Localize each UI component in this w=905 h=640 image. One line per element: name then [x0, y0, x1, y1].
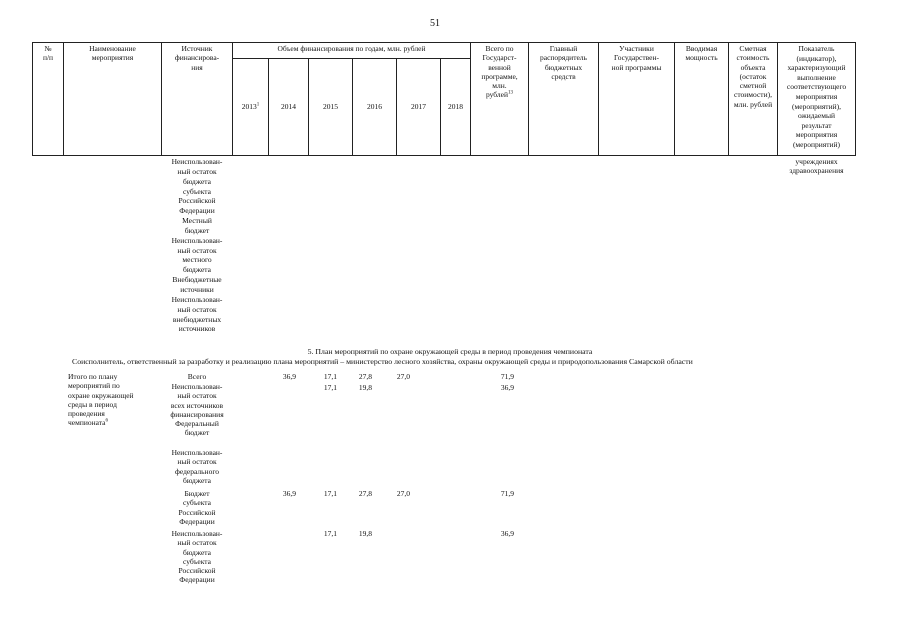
header-num: № п/п	[42, 44, 54, 63]
header-indicator: Показатель (индикатор), характеризующий выполнение соответствующего мероприятия (мероприятий), ожидаемый результат мероприятия (мероприятий)	[786, 44, 847, 149]
header-year-2014: 2014	[281, 102, 296, 111]
header-manager: Главный распорядитель бюджетных средств	[540, 44, 587, 81]
header-estimate: Сметная стоимость объекта (остаток сметной стоимости), млн. рублей	[733, 44, 773, 109]
bottom-row-0-source: Всего	[187, 372, 207, 381]
header-year-2015: 2015	[323, 102, 338, 111]
header-year-2018: 2018	[448, 102, 463, 111]
bottom-row-0-2017: 27,0	[396, 372, 410, 381]
bottom-row-0-total: 71,9	[500, 372, 514, 381]
bottom-row-4-2016: 27,8	[358, 489, 372, 498]
header-year-2017: 2017	[411, 102, 426, 111]
section-title: 5. План мероприятий по охране окружающей среды в период проведения чемпионата	[307, 347, 593, 356]
bottom-row-1-source: Неиспользован- ный остаток всех источников финансирования	[170, 382, 224, 419]
bottom-row-5-total: 36,9	[500, 529, 514, 538]
header-source: Источник финансирова- ния	[174, 44, 220, 72]
top-sources: Неиспользован- ный остаток бюджета субъекта Российской Федерации Местный бюджет Неиспользован- ный остаток местного бюджета Внебюджетные источники Неиспользован- ный остаток внебюджетных источников	[171, 157, 223, 334]
bottom-name-cell: Итого по плану мероприятий по охране окружающей среды в период проведения чемпионата$^6$	[68, 372, 134, 428]
bottom-row-1-2016: 19,8	[358, 383, 372, 392]
header-name: Наименование мероприятия	[89, 44, 136, 63]
bottom-row-4-2015: 17,1	[323, 489, 337, 498]
bottom-row-4-2014: 36,9	[282, 489, 296, 498]
bottom-row-5-2015: 17,1	[323, 529, 337, 538]
bottom-row-1-total: 36,9	[500, 383, 514, 392]
bottom-row-5-source: Неиспользован- ный остаток бюджета субъекта Российской Федерации	[171, 529, 223, 585]
bottom-row-0-2016: 27,8	[358, 372, 372, 381]
header-year-2013: 2013$^1$	[241, 102, 260, 111]
header-year-2016: 2016	[367, 102, 382, 111]
page-number: 51	[430, 18, 440, 29]
bottom-row-3-source: Неиспользован- ный остаток федерального бюджета	[171, 448, 223, 485]
bottom-row-4-2017: 27,0	[396, 489, 410, 498]
bottom-row-4-source: Бюджет субъекта Российской Федерации	[178, 489, 216, 526]
section-subtitle: Соисполнитель, ответственный за разработку и реализацию плана мероприятий – министерство лесного хозяйства, охраны окружающей среды и природопользования Самарской области	[72, 357, 693, 366]
top-indicator-continuation: учреждениях здравоохранения	[789, 157, 844, 176]
header-total: Всего по Государст- венной программе, млн. рублей$^{13}$	[481, 44, 518, 100]
bottom-row-2-source: Федеральный бюджет	[175, 419, 219, 438]
bottom-row-5-2016: 19,8	[358, 529, 372, 538]
header-volume: Объем финансирования по годам, млн. рублей	[277, 44, 426, 53]
bottom-row-0-2015: 17,1	[323, 372, 337, 381]
bottom-row-4-total: 71,9	[500, 489, 514, 498]
header-capacity: Вводимая мощность	[685, 44, 718, 63]
header-participants: Участники Государствен- ной программы	[611, 44, 662, 72]
bottom-row-1-2015: 17,1	[323, 383, 337, 392]
bottom-row-0-2014: 36,9	[282, 372, 296, 381]
